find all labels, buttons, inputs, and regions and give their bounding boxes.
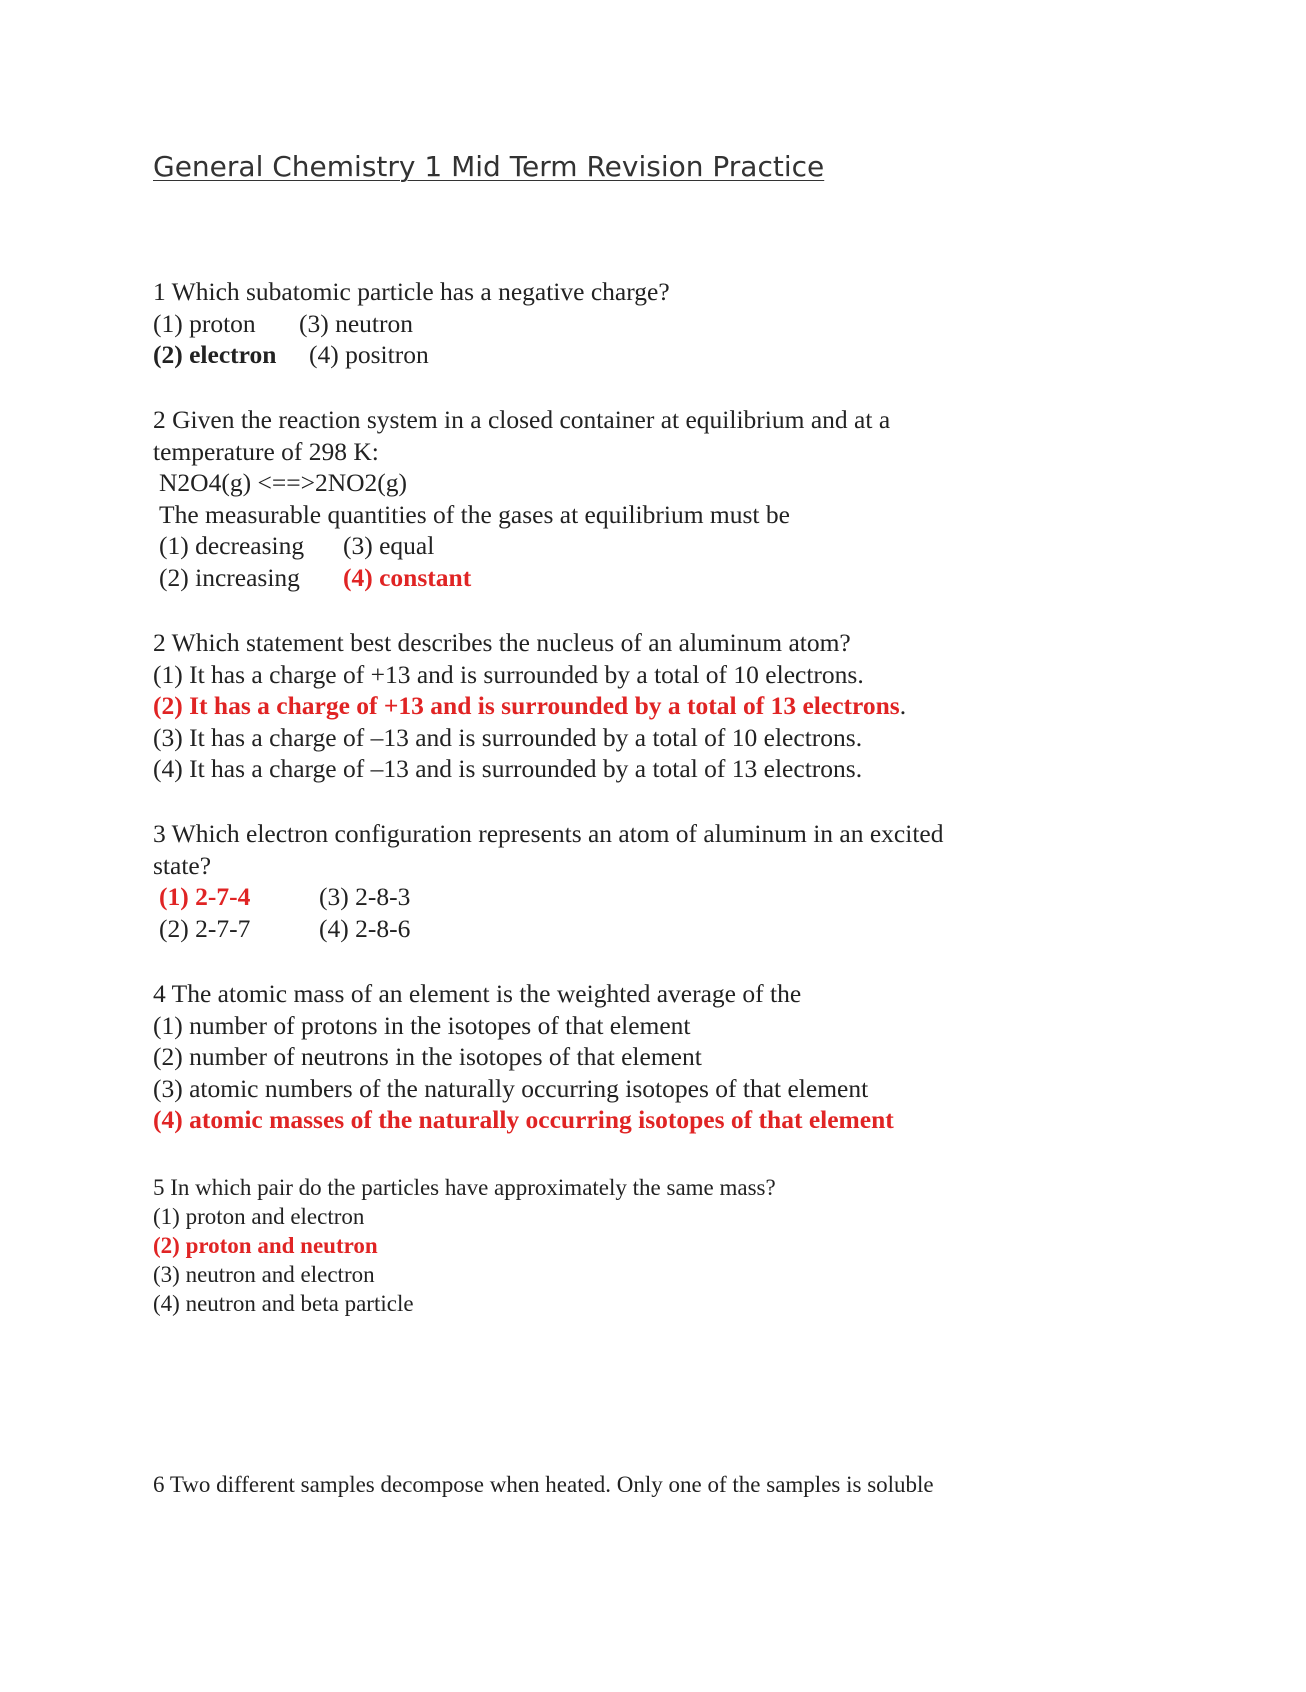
question-2b-option-1: (1) It has a charge of +13 and is surrounded by a total of 10 electrons. [153,659,864,689]
question-1-option-2: (2) electron [153,340,277,369]
question-2a-option-2: (2) increasing [159,562,300,592]
question-3-text-line-2: state? [153,850,212,880]
question-2a-prompt: The measurable quantities of the gases at equilibrium must be [159,499,790,529]
question-2a-options-row-2 [153,562,1153,594]
question-1-option-3: (3) neutron [299,308,414,338]
question-2a-option-3: (3) equal [343,531,435,560]
question-4-option-4: (4) atomic masses of the naturally occurring isotopes of that element [153,1105,894,1134]
question-2b-option-2-row [153,690,1153,722]
question-1-options-row-2 [153,339,1153,371]
question-2a-reaction: N2O4(g) <==>2NO2(g) [159,468,408,497]
question-4-text: 4 The atomic mass of an element is the weighted average of the [153,979,802,1008]
question-2a-option-4: (4) constant [343,562,472,592]
question-5-text: 5 In which pair do the particles have approximately the same mass? [153,1175,776,1200]
question-3 [153,818,1153,944]
question-6 [153,1470,1153,1499]
question-1-option-1: (1) proton [153,308,256,338]
question-3-option-4: (4) 2-8-6 [319,913,411,943]
question-3-text-line-1: 3 Which electron configuration represents an atom of aluminum in an excited [153,819,944,848]
question-5-option-1: (1) proton and electron [153,1204,365,1229]
question-2b-text: 2 Which statement best describes the nucleus of an aluminum atom? [153,628,851,657]
question-3-option-1: (1) 2-7-4 [159,882,251,911]
question-2a-option-1: (1) decreasing [159,531,305,560]
question-2a-options-row-1 [153,530,1153,562]
question-5-option-4: (4) neutron and beta particle [153,1291,414,1316]
question-1-options-row-1 [153,308,1153,340]
question-2b-option-3: (3) It has a charge of –13 and is surrounded by a total of 10 electrons. [153,722,863,752]
question-2-nucleus [153,627,1153,785]
question-5-option-2: (2) proton and neutron [153,1233,378,1258]
question-5 [153,1173,1153,1318]
question-3-options-row-1 [153,881,1153,913]
question-2b-option-2-period: . [899,691,907,720]
question-1 [153,276,1153,371]
question-3-option-3: (3) 2-8-3 [319,882,411,911]
question-2a-text-line-2: temperature of 298 K: [153,436,379,466]
question-1-text: 1 Which subatomic particle has a negative charge? [153,277,670,306]
question-2b-option-4: (4) It has a charge of –13 and is surrounded by a total of 13 electrons. [153,754,863,783]
question-3-option-2: (2) 2-7-7 [159,913,251,943]
question-4-option-2: (2) number of neutrons in the isotopes of that element [153,1042,702,1071]
question-4-option-3: (3) atomic numbers of the naturally occurring isotopes of that element [153,1073,869,1103]
question-5-option-3: (3) neutron and electron [153,1262,375,1287]
question-2a-text-line-1: 2 Given the reaction system in a closed container at equilibrium and at a [153,405,891,434]
question-3-options-row-2 [153,913,1153,945]
page-title: General Chemistry 1 Mid Term Revision Practice [153,150,825,183]
question-4-option-1: (1) number of protons in the isotopes of that element [153,1010,691,1040]
question-2-equilibrium [153,404,1153,593]
question-6-text: 6 Two different samples decompose when heated. Only one of the samples is soluble [153,1472,934,1497]
question-4 [153,978,1153,1136]
question-1-option-4: (4) positron [309,340,429,369]
question-2b-option-2: (2) It has a charge of +13 and is surrounded by a total of 13 electrons [153,691,900,720]
